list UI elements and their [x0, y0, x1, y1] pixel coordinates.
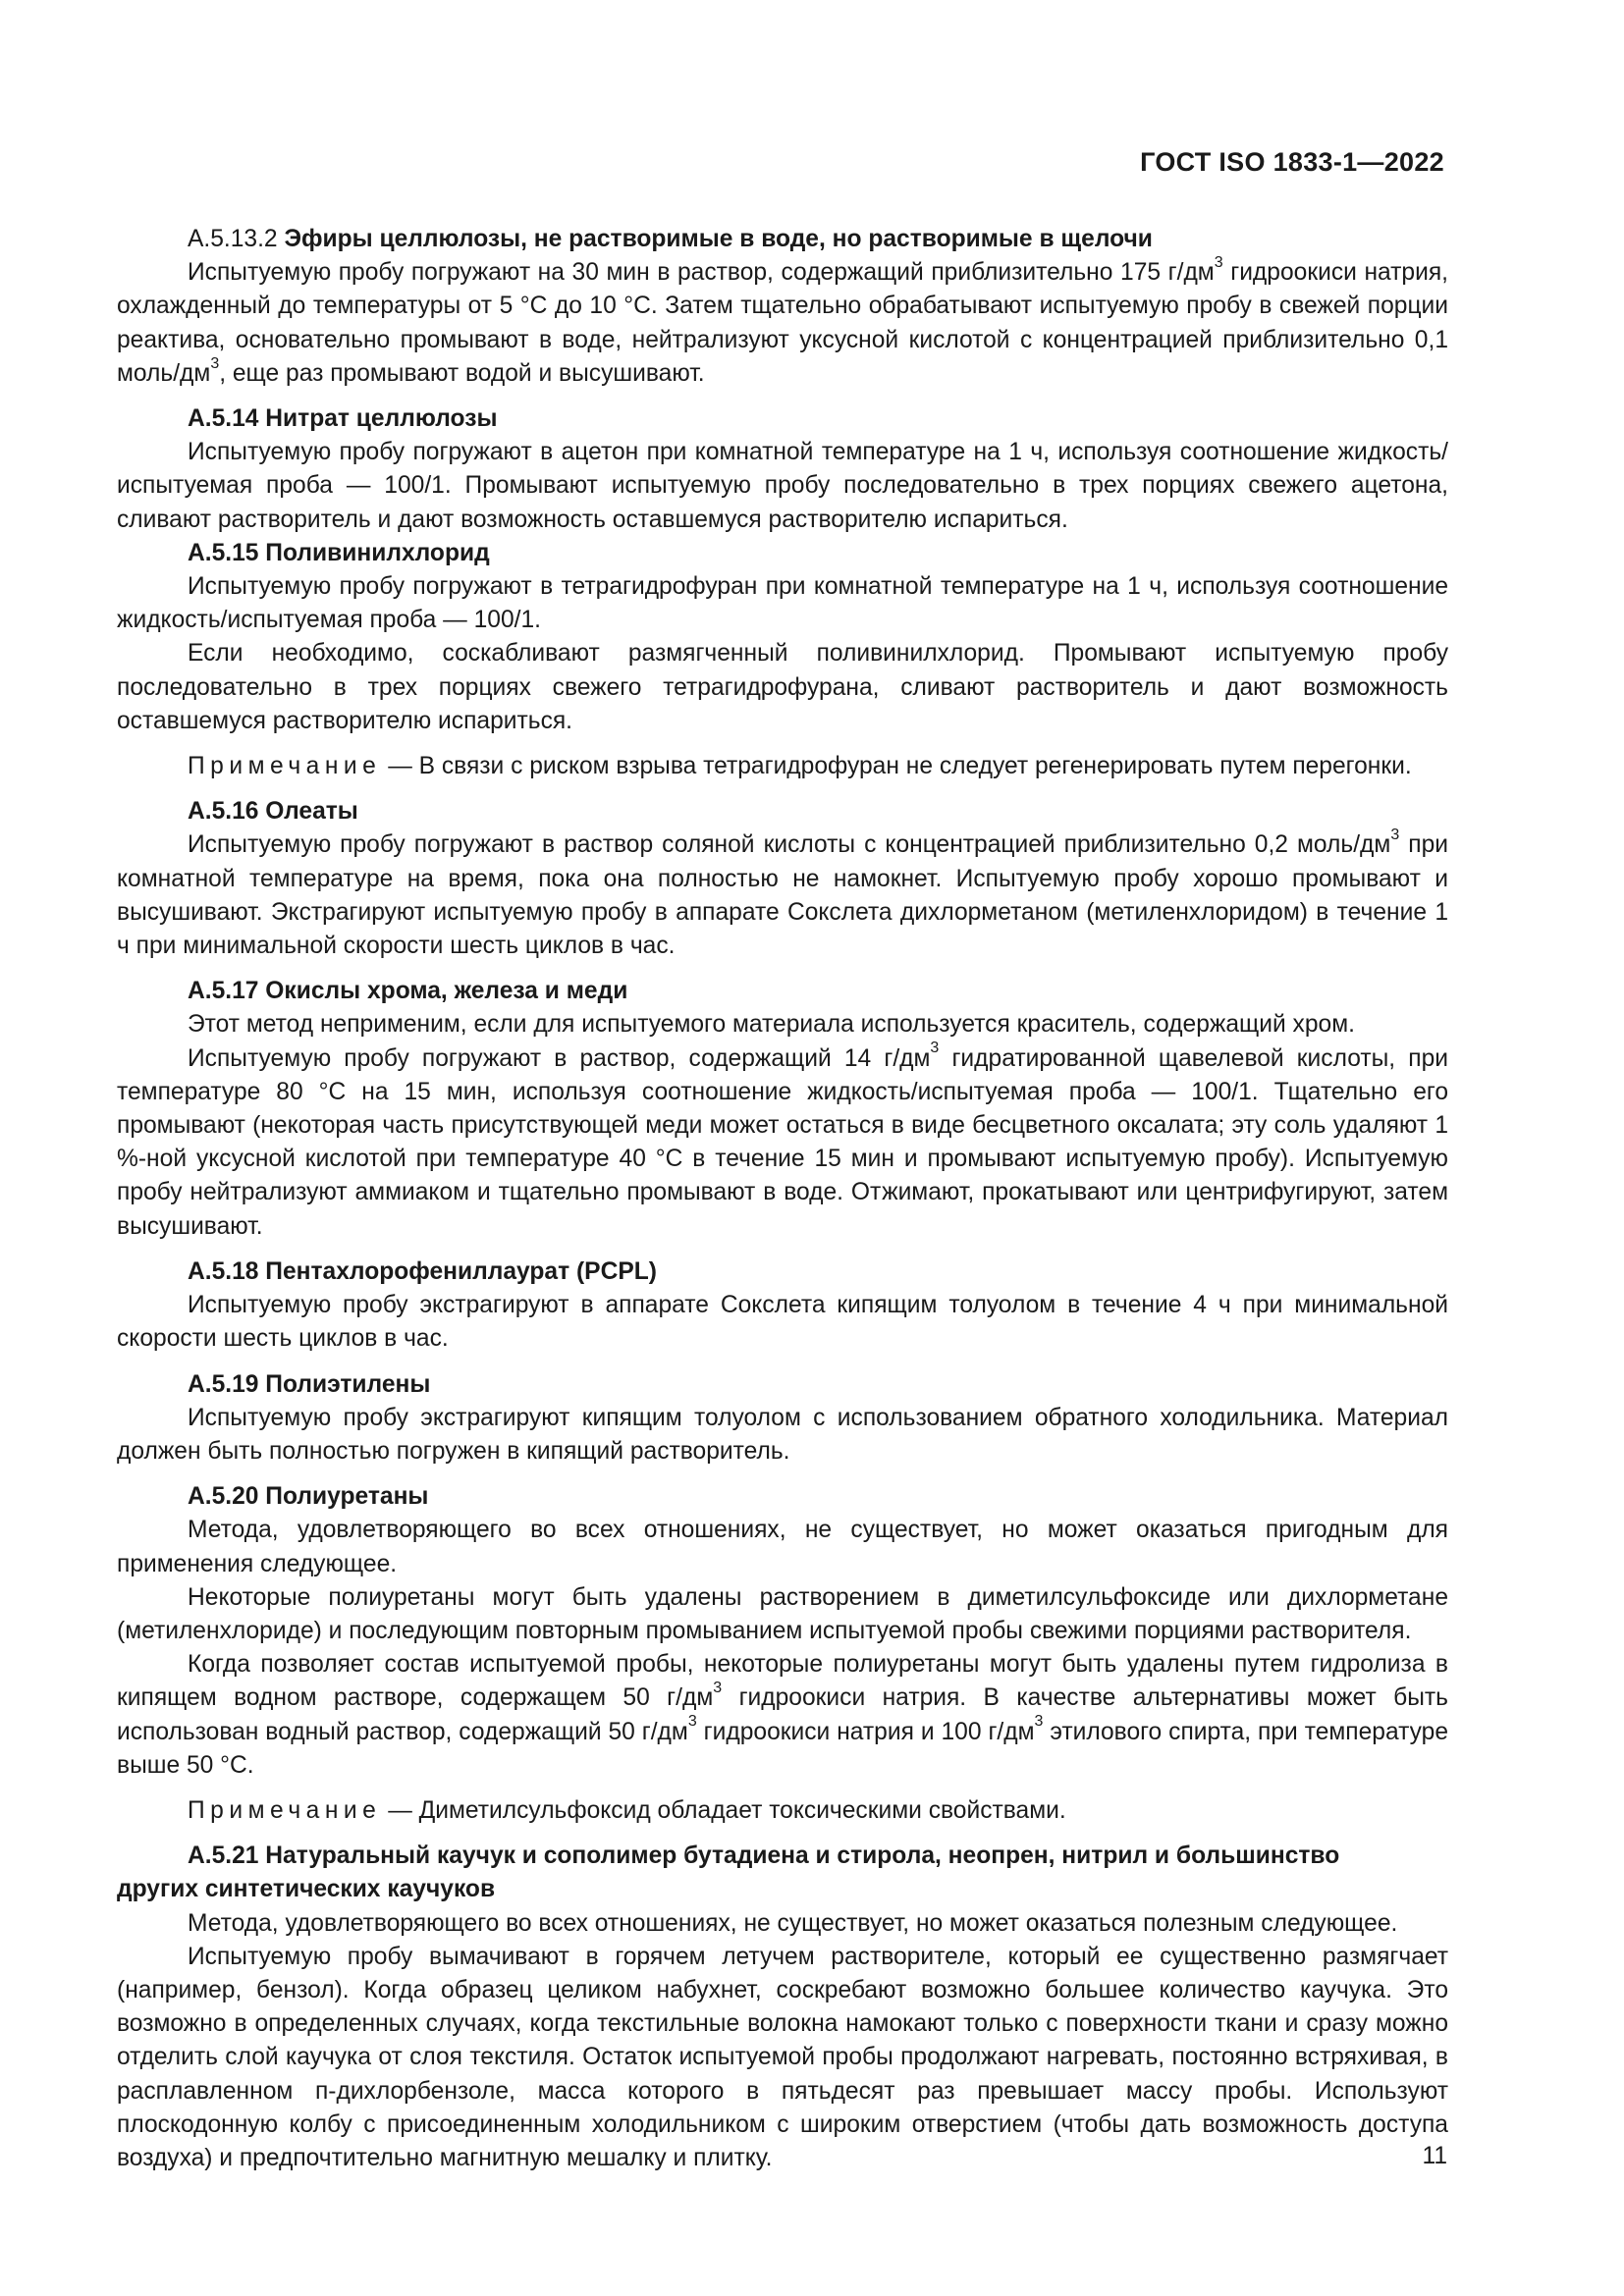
section-title: А.5.20 Полиуретаны: [188, 1483, 429, 1511]
paragraph: Метода, удовлетворяющего во всех отношениях, не существует, но может оказаться пригодным для применения следующее.: [117, 1517, 1448, 1577]
section-title: А.5.21 Натуральный каучук и сополимер бутадиена и стирола, неопрен, нитрил и большинство: [188, 1842, 1340, 1870]
text-run: Испытуемую пробу погружают в раствор, содержащий 14 г/дм: [188, 1044, 931, 1072]
text-run: гидроокиси натрия. В качестве альтернативы может быть использован водный раствор, содержащий 50 г/дм: [117, 1684, 1448, 1745]
section-title: А.5.15 Поливинилхлорид: [188, 539, 490, 566]
section-heading-a5-16: [117, 795, 1448, 828]
paragraph: Испытуемую пробу погружают в ацетон при комнатной температуре на 1 ч, используя соотношение жидкость/испытуемая проба — 100/1. Промывают испытуемую пробу последовательно в трех порциях свежего ацетона, сливают растворитель и дают возможность оставшемуся растворителю испариться.: [117, 439, 1448, 533]
note-text: — Диметилсульфоксид обладает токсическими свойствами.: [381, 1796, 1066, 1824]
section-heading-a5-19: [117, 1368, 1448, 1402]
superscript: 3: [1034, 1713, 1044, 1731]
section-heading-a5-18: [117, 1255, 1448, 1289]
superscript: 3: [210, 354, 220, 372]
text-run: , еще раз промывают водой и высушивают.: [219, 359, 705, 387]
text-run: Испытуемую пробу погружают на 30 мин в раствор, содержащий приблизительно 175 г/дм: [188, 259, 1215, 287]
superscript: 3: [713, 1680, 723, 1697]
paragraph: Некоторые полиуретаны могут быть удалены растворением в диметилсульфоксиде или дихлорметане (метиленхлориде) и последующим повторным промыванием испытуемой пробы свежими порциями растворителя.: [117, 1583, 1448, 1644]
section-title: А.5.16 Олеаты: [188, 798, 358, 826]
paragraph: Испытуемую пробу вымачивают в горячем летучем растворителе, который ее существенно размягчает (например, бензол). Когда образец целиком набухнет, соскребают возможно большее количество каучука. Это возможно в определенных случаях, когда текстильные волокна намокают только с поверхности ткани и сразу можно отделить слой каучука от слоя текстиля. Остаток испытуемой пробы продолжают нагревать, постоянно встряхивая, в расплавленном п-дихлорбензоле, масса которого в пятьдесят раз превышает массу пробы. Используют плоскодонную колбу с присоединенным холодильником с широким отверстием (чтобы дать возможность доступа воздуха) и предпочтительно магнитную мешалку и плитку.: [117, 1943, 1448, 2171]
page-number: 11: [1422, 2143, 1447, 2169]
superscript: 3: [930, 1040, 940, 1057]
superscript: 3: [1214, 254, 1223, 272]
paragraph: Испытуемую пробу погружают в тетрагидрофуран при комнатной температуре на 1 ч, используя соотношение жидкость/испытуемая проба — 100/1.: [117, 573, 1448, 634]
section-heading-a5-13-2: [117, 223, 1448, 256]
paragraph: [117, 828, 1448, 963]
section-number: А.5.13.2: [188, 226, 278, 252]
text-run: при комнатной температуре на время, пока она полностью не намокнет. Испытуемую пробу хорошо промывают и высушивают. Экстрагируют испытуемую пробу в аппарате Сокслета дихлорметаном (метиленхлоридом) в течение 1 ч при минимальной скорости шесть циклов в час.: [117, 831, 1448, 960]
section-heading-a5-14: [117, 402, 1448, 436]
note-label: Примечание: [188, 1796, 382, 1824]
text-run: гидроокиси натрия и 100 г/дм: [696, 1718, 1035, 1745]
section-title: А.5.14 Нитрат целлюлозы: [188, 405, 498, 433]
text-run: гидратированной щавелевой кислоты, при температуре 80 °С на 15 мин, используя соотношение жидкость/испытуемая проба — 100/1. Тщательно его промывают (некоторая часть присутствующей меди может остаться в виде бесцветного оксалата; эту соль удаляют 1 %-ной уксусной кислотой при температуре 40 °С в течение 15 мин и промывают испытуемую пробу). Испытуемую пробу нейтрализуют аммиаком и тщательно промывают в воде. Отжимают, прокатывают или центрифугируют, затем высушивают.: [117, 1044, 1448, 1240]
superscript: 3: [1390, 827, 1400, 844]
paragraph: [117, 256, 1448, 391]
text-run: этилового спирта, при температуре выше 50 °С.: [117, 1718, 1449, 1779]
text-run: гидроокиси натрия, охлажденный до температуры от 5 °С до 10 °С. Затем тщательно обрабатывают испытуемую пробу в свежей порции реактива, основательно промывают в воде, нейтрализуют уксусной кислотой с концентрацией приблизительно 0,1 моль/дм: [117, 259, 1448, 387]
paragraph: Метода, удовлетворяющего во всех отношениях, не существует, но может оказаться полезным следующее.: [188, 1909, 1398, 1937]
paragraph: Испытуемую пробу экстрагируют в аппарате Сокслета кипящим толуолом в течение 4 ч при минимальной скорости шесть циклов в час.: [117, 1292, 1448, 1353]
section-heading-a5-21: [117, 1840, 1448, 1873]
section-title: Эфиры целлюлозы, не растворимые в воде, но растворимые в щелочи: [284, 226, 1153, 252]
section-heading-a5-20: [117, 1480, 1448, 1514]
section-heading-a5-15: [117, 537, 1448, 570]
text-run: Испытуемую пробу погружают в раствор соляной кислоты с концентрацией приблизительно 0,2 моль/дм: [188, 831, 1391, 859]
section-title: А.5.19 Полиэтилены: [188, 1370, 431, 1398]
paragraph: [117, 1648, 1448, 1783]
section-title: А.5.18 Пентахлорофениллаурат (PCPL): [188, 1257, 657, 1285]
paragraph: Если необходимо, соскабливают размягченный поливинилхлорид. Промывают испытуемую пробу последовательно в трех порциях свежего тетрагидрофурана, сливают растворитель и дают возможность оставшемуся растворителю испариться.: [117, 640, 1448, 734]
section-title: А.5.17 Окислы хрома, железа и меди: [188, 978, 628, 1005]
note: [117, 1794, 1448, 1828]
section-heading-a5-17: [117, 975, 1448, 1008]
standard-header: ГОСТ ISO 1833-1—2022: [1140, 147, 1444, 177]
paragraph: Испытуемую пробу экстрагируют кипящим толуолом с использованием обратного холодильника. Материал должен быть полностью погружен в кипящий растворитель.: [117, 1404, 1448, 1465]
note-label: Примечание: [188, 753, 382, 780]
superscript: 3: [687, 1713, 697, 1731]
document-body: [117, 223, 1448, 2175]
paragraph: [117, 1042, 1448, 1244]
note: [117, 750, 1448, 783]
section-title-continued: других синтетических каучуков: [117, 1876, 496, 1903]
section-heading-continuation: [117, 1873, 1448, 1906]
note-text: — В связи с риском взрыва тетрагидрофуран не следует регенерировать путем перегонки.: [381, 753, 1412, 780]
text-run: Когда позволяет состав испытуемой пробы, некоторые полиуретаны могут быть удалены путем гидролиза в кипящем водном растворе, содержащем 50 г/дм: [117, 1651, 1448, 1712]
paragraph: Этот метод неприменим, если для испытуемого материала используется краситель, содержащий хром.: [188, 1011, 1355, 1039]
